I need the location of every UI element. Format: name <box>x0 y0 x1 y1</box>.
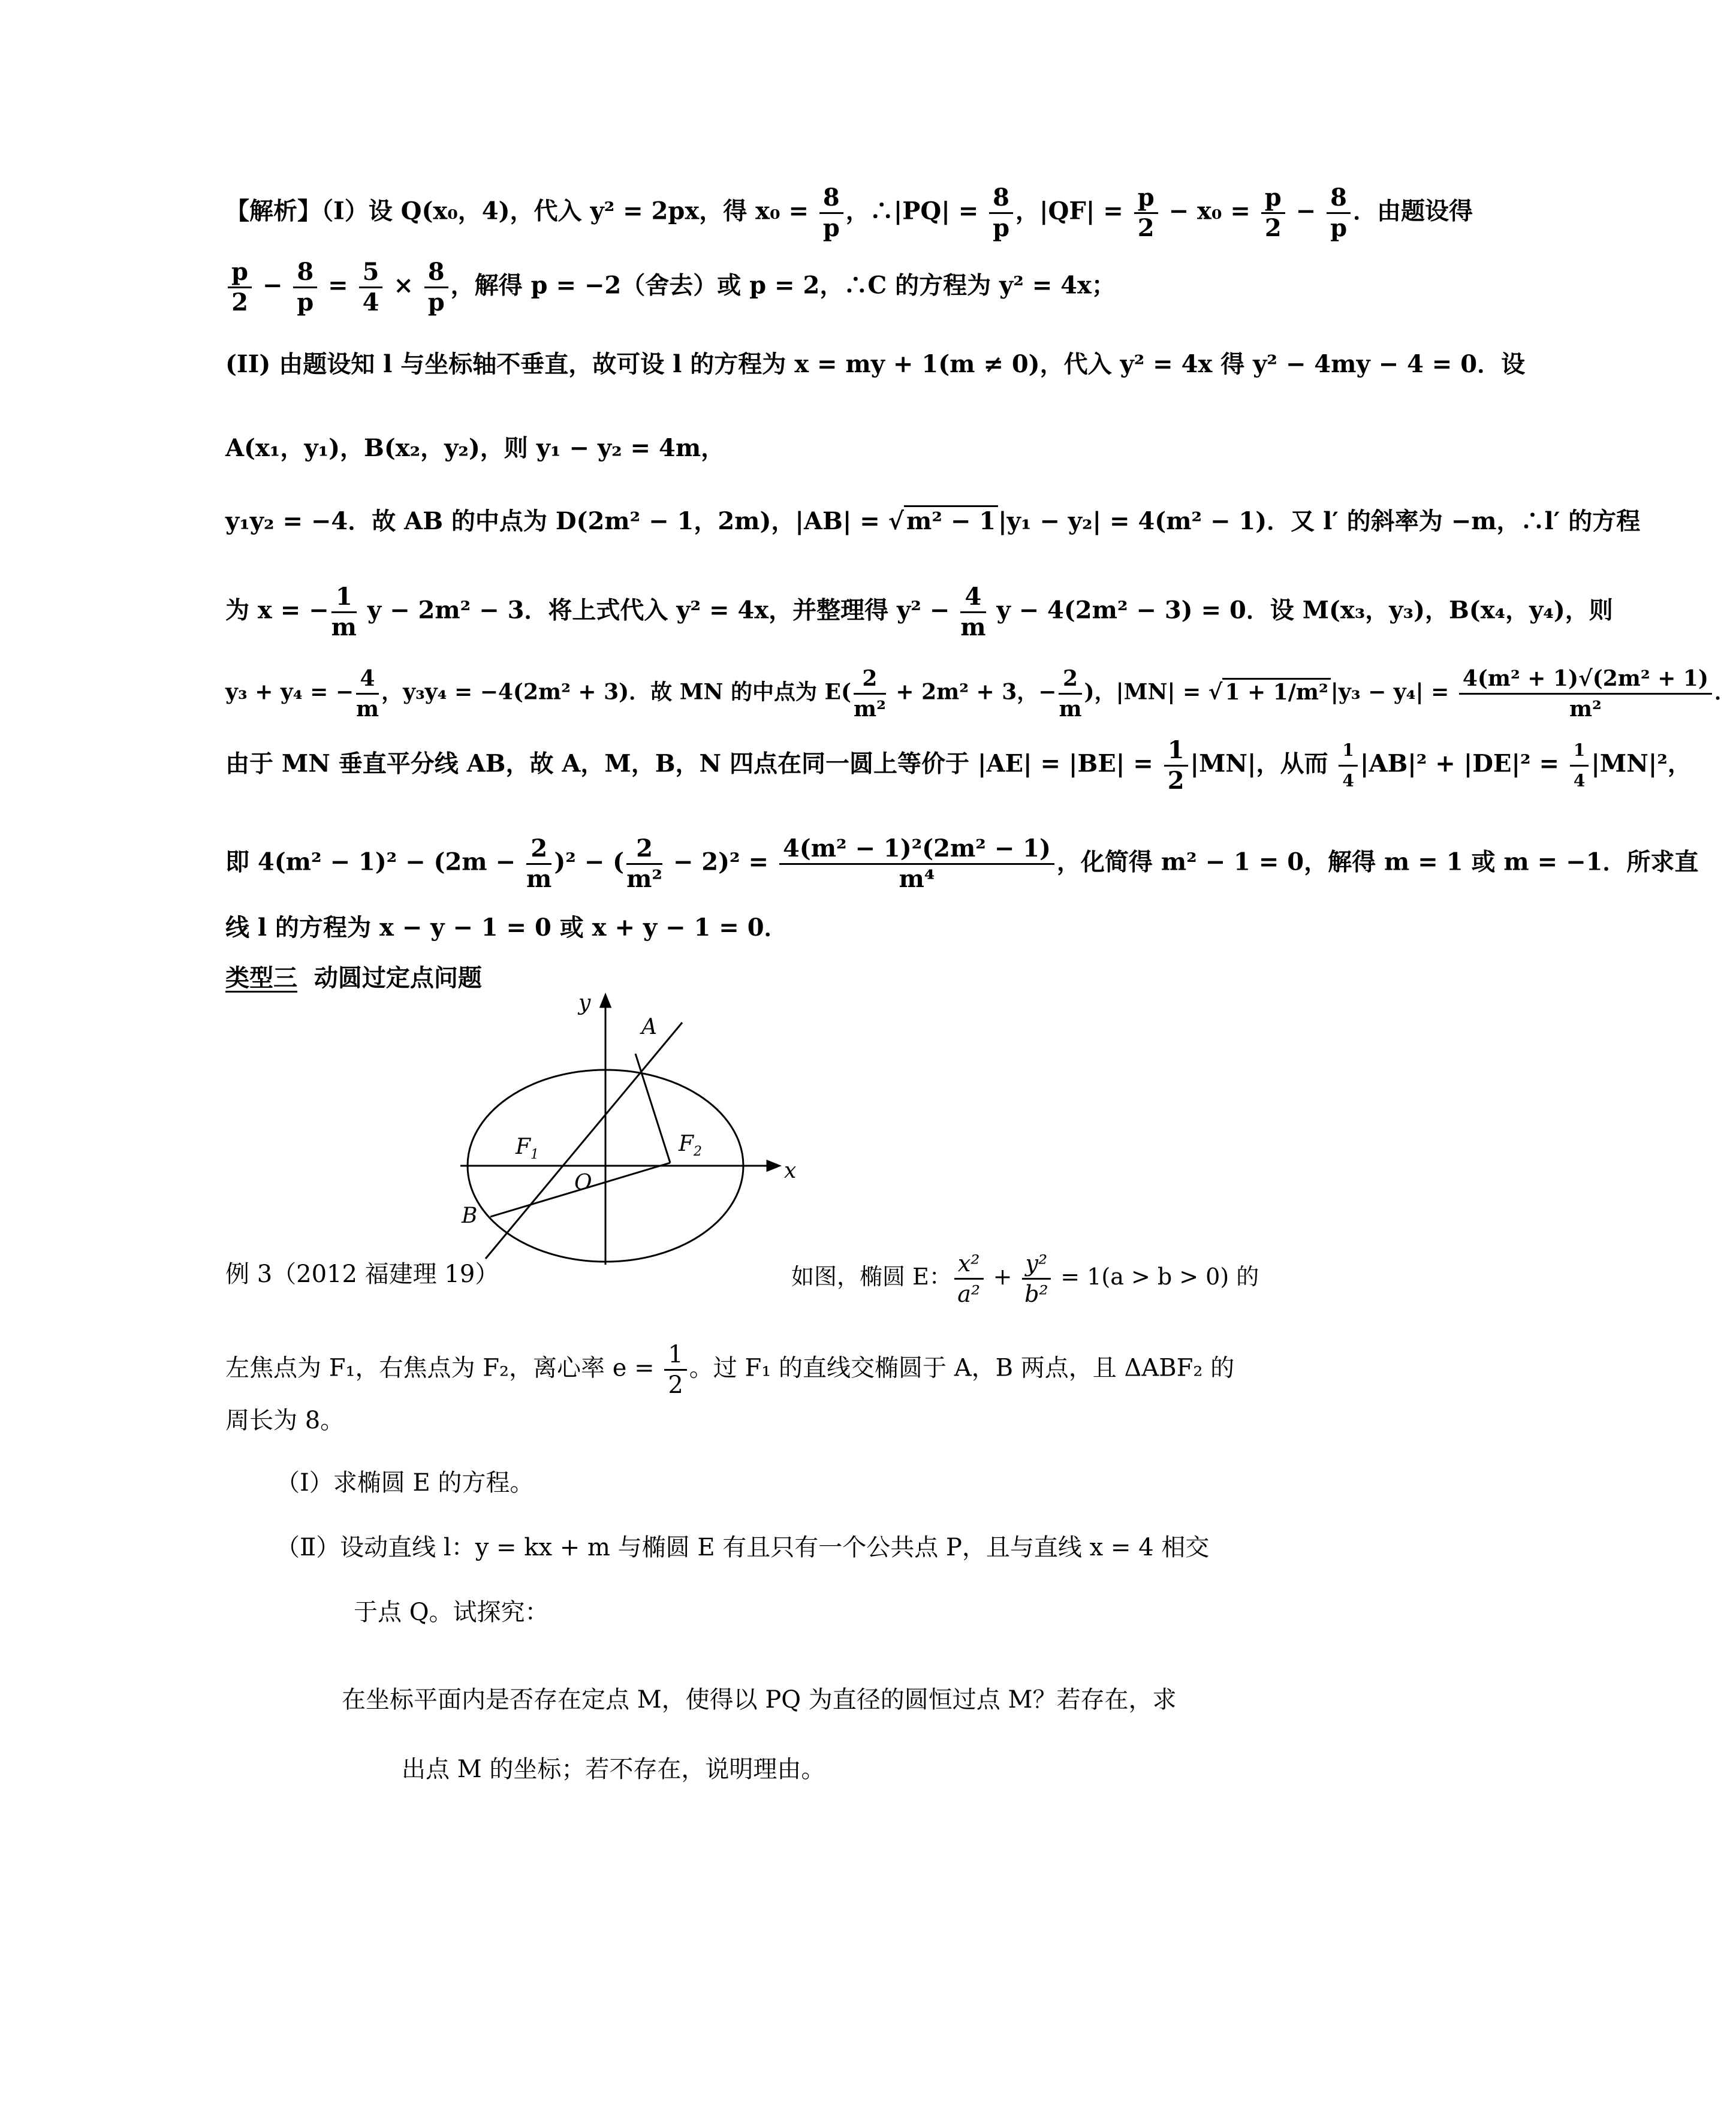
example-intro: 如图，椭圆 E： $\frac{\text{x²}}{\text{a²}}$ + $\frac{\text{y²}}{\text{b²}}$ = 1(a > b > 0) 的 <box>791 1250 1259 1307</box>
fraction: $\frac{8}{p}$ <box>819 183 843 243</box>
solution-line-8: 由于 MN 垂直平分线 AB，故 A，M，B，N 四点在同一圆上等价于 |AE| = |BE| = $\frac{1}{2}$ |MN|，从而 $\frac{1}{4}$ |AB|² + |DE|² = $\frac{1}{4}$ |MN|²， <box>225 736 1692 795</box>
question-2-cont: 于点 Q。试探究： <box>354 1599 549 1626</box>
question-3-cont: 出点 M 的坐标；若不存在，说明理由。 <box>402 1756 825 1783</box>
solution-line-3: (II) 由题设知 l 与坐标轴不垂直，故可设 l 的方程为 x = my + 1(m ≠ 0)，代入 y² = 4x 得 y² − 4my − 4 = 0．设 <box>225 350 1526 378</box>
example-label: 例 3（2012 福建理 19） <box>225 1260 499 1288</box>
point-f2-label: $F_2$ <box>679 1132 702 1159</box>
x-axis-label: x <box>784 1159 797 1183</box>
fraction: $\frac{1}{m}$ <box>331 583 357 641</box>
example-line-2: 左焦点为 F₁，右焦点为 F₂，离心率 e = $\frac{1}{2}$ 。过 F₁ 的直线交椭圆于 A，B 两点，且 ΔABF₂ 的 <box>225 1341 1235 1399</box>
solution-line-7: y₃ + y₄ = − $\frac{4}{m}$ ，y₃y₄ = −4(2m² + 3)．故 MN 的中点为 E( $\frac{2}{\text{m²}}$ + 2m² + 3，− $\frac{2}{m}$ )，|MN| = √ 1 + 1/m² |y₃ − y₄| = $\frac{\text{4(m² + 1)√(2m² + 1)}}{\text{m²}}$ ． <box>225 664 1736 723</box>
fraction: $\frac{\text{4(m² − 1)²(2m² − 1)}}{\text{m⁴}}$ <box>779 834 1054 894</box>
question-1: （Ⅰ）求椭圆 E 的方程。 <box>276 1469 534 1497</box>
question-3: 在坐标平面内是否存在定点 M，使得以 PQ 为直径的圆恒过点 M？若存在，求 <box>342 1686 1177 1714</box>
point-b-label: B <box>462 1204 478 1228</box>
fraction: $\frac{1}{2}$ <box>664 1340 686 1400</box>
fraction: $\frac{4}{m}$ <box>960 583 986 641</box>
solution-line-9: 即 4(m² − 1)² − (2m − $\frac{2}{m}$ )² − ( $\frac{2}{\text{m²}}$ − 2)² = $\frac{\text{4(m² − 1)²(2m² − 1)}}{\text{m⁴}}$ ，化简得 m² − 1 = 0，解得 m = 1 或 m = −1．所求直 <box>225 834 1699 893</box>
origin-label: O <box>574 1171 592 1195</box>
fraction: $\frac{p}{2}$ <box>1134 183 1158 243</box>
fraction: $\frac{\text{y²}}{\text{b²}}$ <box>1022 1249 1051 1308</box>
example-line-3: 周长为 8。 <box>225 1407 345 1434</box>
fraction: $\frac{p}{2}$ <box>228 258 252 317</box>
point-a-label: A <box>641 1015 657 1039</box>
solution-line-6: 为 x = − $\frac{1}{m}$ y − 2m² − 3．将上式代入 y² = 4x，并整理得 y² − $\frac{4}{m}$ y − 4(2m² − 3) = 0．设 M(x₃，y₃)，B(x₄，y₄)，则 <box>225 583 1613 641</box>
solution-line-2: $\frac{p}{2}$ − $\frac{8}{p}$ = $\frac{5}{4}$ × $\frac{8}{p}$ ，解得 p = −2（舍去）或 p = 2，∴C 的方程为 y² = 4x； <box>225 258 1116 317</box>
fraction: $\frac{1}{4}$ <box>1339 736 1357 795</box>
solution-line-4: A(x₁，y₁)，B(x₂，y₂)，则 y₁ − y₂ = 4m， <box>225 434 725 462</box>
solution-line-1: 【解析】（I）设 Q(x₀，4)，代入 y² = 2px，得 x₀ = $\frac{8}{p}$ ，∴|PQ| = $\frac{8}{p}$ ，|QF| = $\frac{p}{2}$ − x₀ = $\frac{p}{2}$ − $\frac{8}{p}$ ．由题设得 <box>225 183 1473 242</box>
section-title: 动圆过定点问题 <box>314 964 482 992</box>
fraction: $\frac{1}{2}$ <box>1164 736 1188 795</box>
fraction: $\frac{\text{x²}}{\text{a²}}$ <box>954 1249 984 1308</box>
ellipse-figure <box>444 983 815 1265</box>
fraction: $\frac{8}{p}$ <box>424 258 448 317</box>
fraction: $\frac{2}{\text{m²}}$ <box>854 664 886 723</box>
y-axis-label: y <box>578 991 591 1015</box>
fraction: $\frac{8}{p}$ <box>1327 183 1351 243</box>
fraction: $\frac{2}{m}$ <box>526 834 552 893</box>
x-axis-arrow <box>767 1161 779 1171</box>
question-2: （Ⅱ）设动直线 l：y = kx + m 与椭圆 E 有且只有一个公共点 P，且与直线 x = 4 相交 <box>276 1534 1210 1561</box>
fraction: $\frac{p}{2}$ <box>1261 183 1285 243</box>
section-label: 类型三 <box>225 964 297 992</box>
fraction: $\frac{2}{\text{m²}}$ <box>626 834 662 893</box>
fraction: $\frac{1}{4}$ <box>1570 736 1589 795</box>
fraction: $\frac{8}{p}$ <box>989 183 1013 243</box>
fraction: $\frac{2}{m}$ <box>1059 664 1081 723</box>
fraction: $\frac{4}{m}$ <box>356 664 379 723</box>
point-f1-label: $F_1$ <box>516 1135 539 1162</box>
fraction: $\frac{8}{p}$ <box>293 258 317 317</box>
fraction: $\frac{\text{4(m² + 1)√(2m² + 1)}}{\text{m²}}$ <box>1459 664 1712 723</box>
solution-line-10: 线 l 的方程为 x − y − 1 = 0 或 x + y − 1 = 0． <box>225 913 788 942</box>
segment-af2 <box>635 1054 670 1163</box>
solution-heading: 【解析】 <box>225 197 321 225</box>
fraction: $\frac{5}{4}$ <box>359 258 383 317</box>
y-axis-arrow <box>601 995 610 1007</box>
solution-line-5: y₁y₂ = −4．故 AB 的中点为 D(2m² − 1，2m)，|AB| = √ m² − 1 |y₁ − y₂| = 4(m² − 1)．又 l′ 的斜率为 −m，∴l′ 的方程 <box>225 505 1640 538</box>
